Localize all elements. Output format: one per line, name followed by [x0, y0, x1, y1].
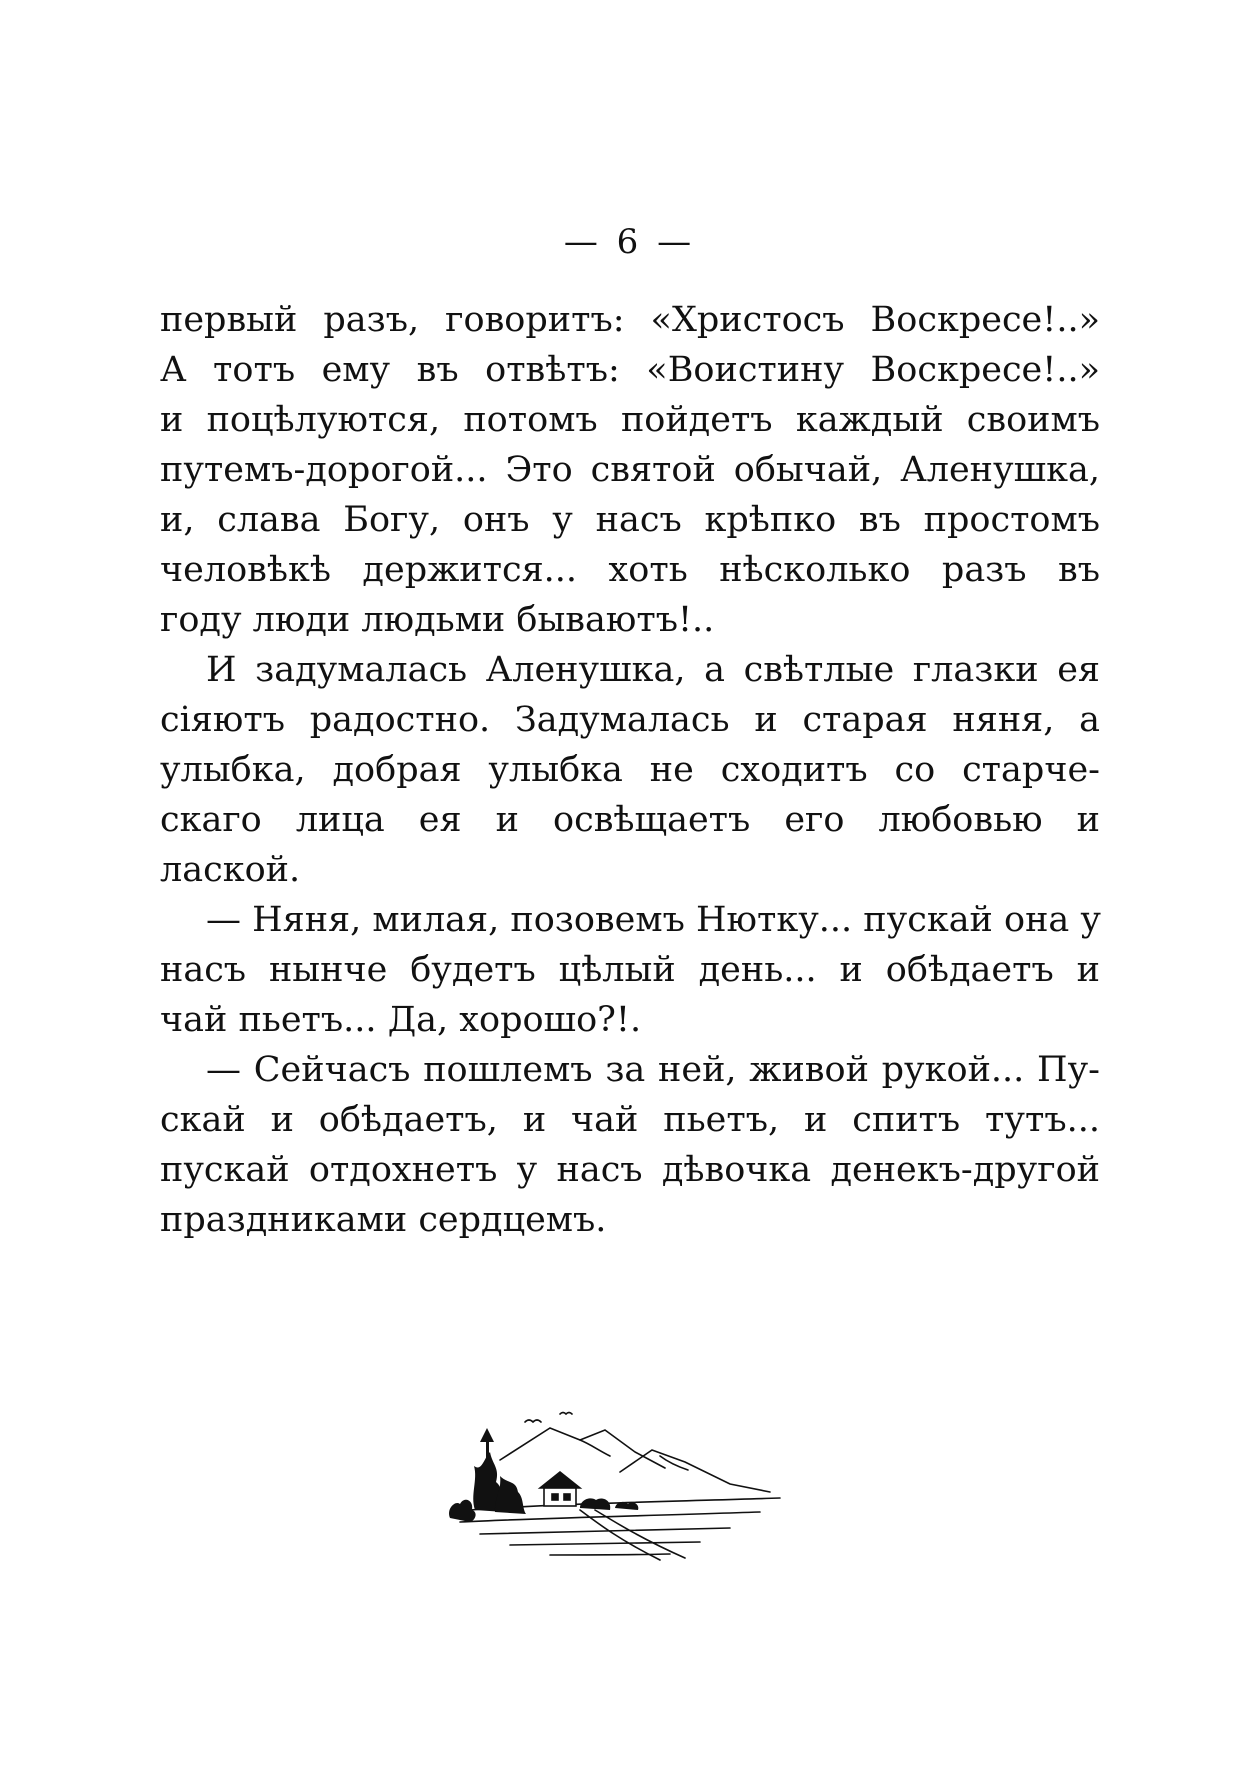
text-line: — Сейчасъ пошлемъ за ней, живой рукой... Пу-: [206, 1050, 1100, 1090]
text-line: и, слава Богу, онъ у насъ крѣпко въ простомъ: [160, 500, 1100, 540]
text-line: скаго лица ея и освѣщаетъ его любовью и: [160, 800, 1100, 840]
text-line: пускай отдохнетъ у насъ дѣвочка денекъ-другой: [160, 1150, 1100, 1190]
text-line: И задумалась Аленушка, а свѣтлые глазки ея: [206, 650, 1100, 690]
text-line: человѣкѣ держится... хоть нѣсколько разъ въ: [160, 550, 1100, 590]
text-line: улыбка, добрая улыбка не сходитъ со старче-: [160, 750, 1100, 790]
text-line: скай и обѣдаетъ, и чай пьетъ, и спитъ тутъ...: [160, 1100, 1100, 1140]
text-line: сіяютъ радостно. Задумалась и старая няня, а: [160, 700, 1100, 740]
text-line: насъ нынче будетъ цѣлый день... и обѣдаетъ и: [160, 950, 1100, 990]
body-text: [160, 295, 1100, 1245]
text-line: путемъ-дорогой... Это святой обычай, Аленушка,: [160, 450, 1100, 490]
text-line: первый разъ, говоритъ: «Христосъ Воскресе!..»: [160, 300, 1100, 340]
text-line: — Няня, милая, позовемъ Нютку... пускай она у: [206, 900, 1101, 940]
page-number: — 6 —: [563, 222, 696, 262]
text-line: А тотъ ему въ отвѣтъ: «Воистину Воскресе!..»: [160, 350, 1100, 390]
text-line: лаской.: [160, 850, 301, 890]
text-line: году люди людьми бываютъ!..: [160, 600, 715, 640]
text-line: чай пьетъ... Да, хорошо?!.: [160, 1000, 642, 1040]
text-line: праздниками сердцемъ.: [160, 1200, 607, 1240]
landscape-vignette-icon: [430, 1400, 810, 1570]
text-line: и поцѣлуются, потомъ пойдетъ каждый своимъ: [160, 400, 1100, 440]
